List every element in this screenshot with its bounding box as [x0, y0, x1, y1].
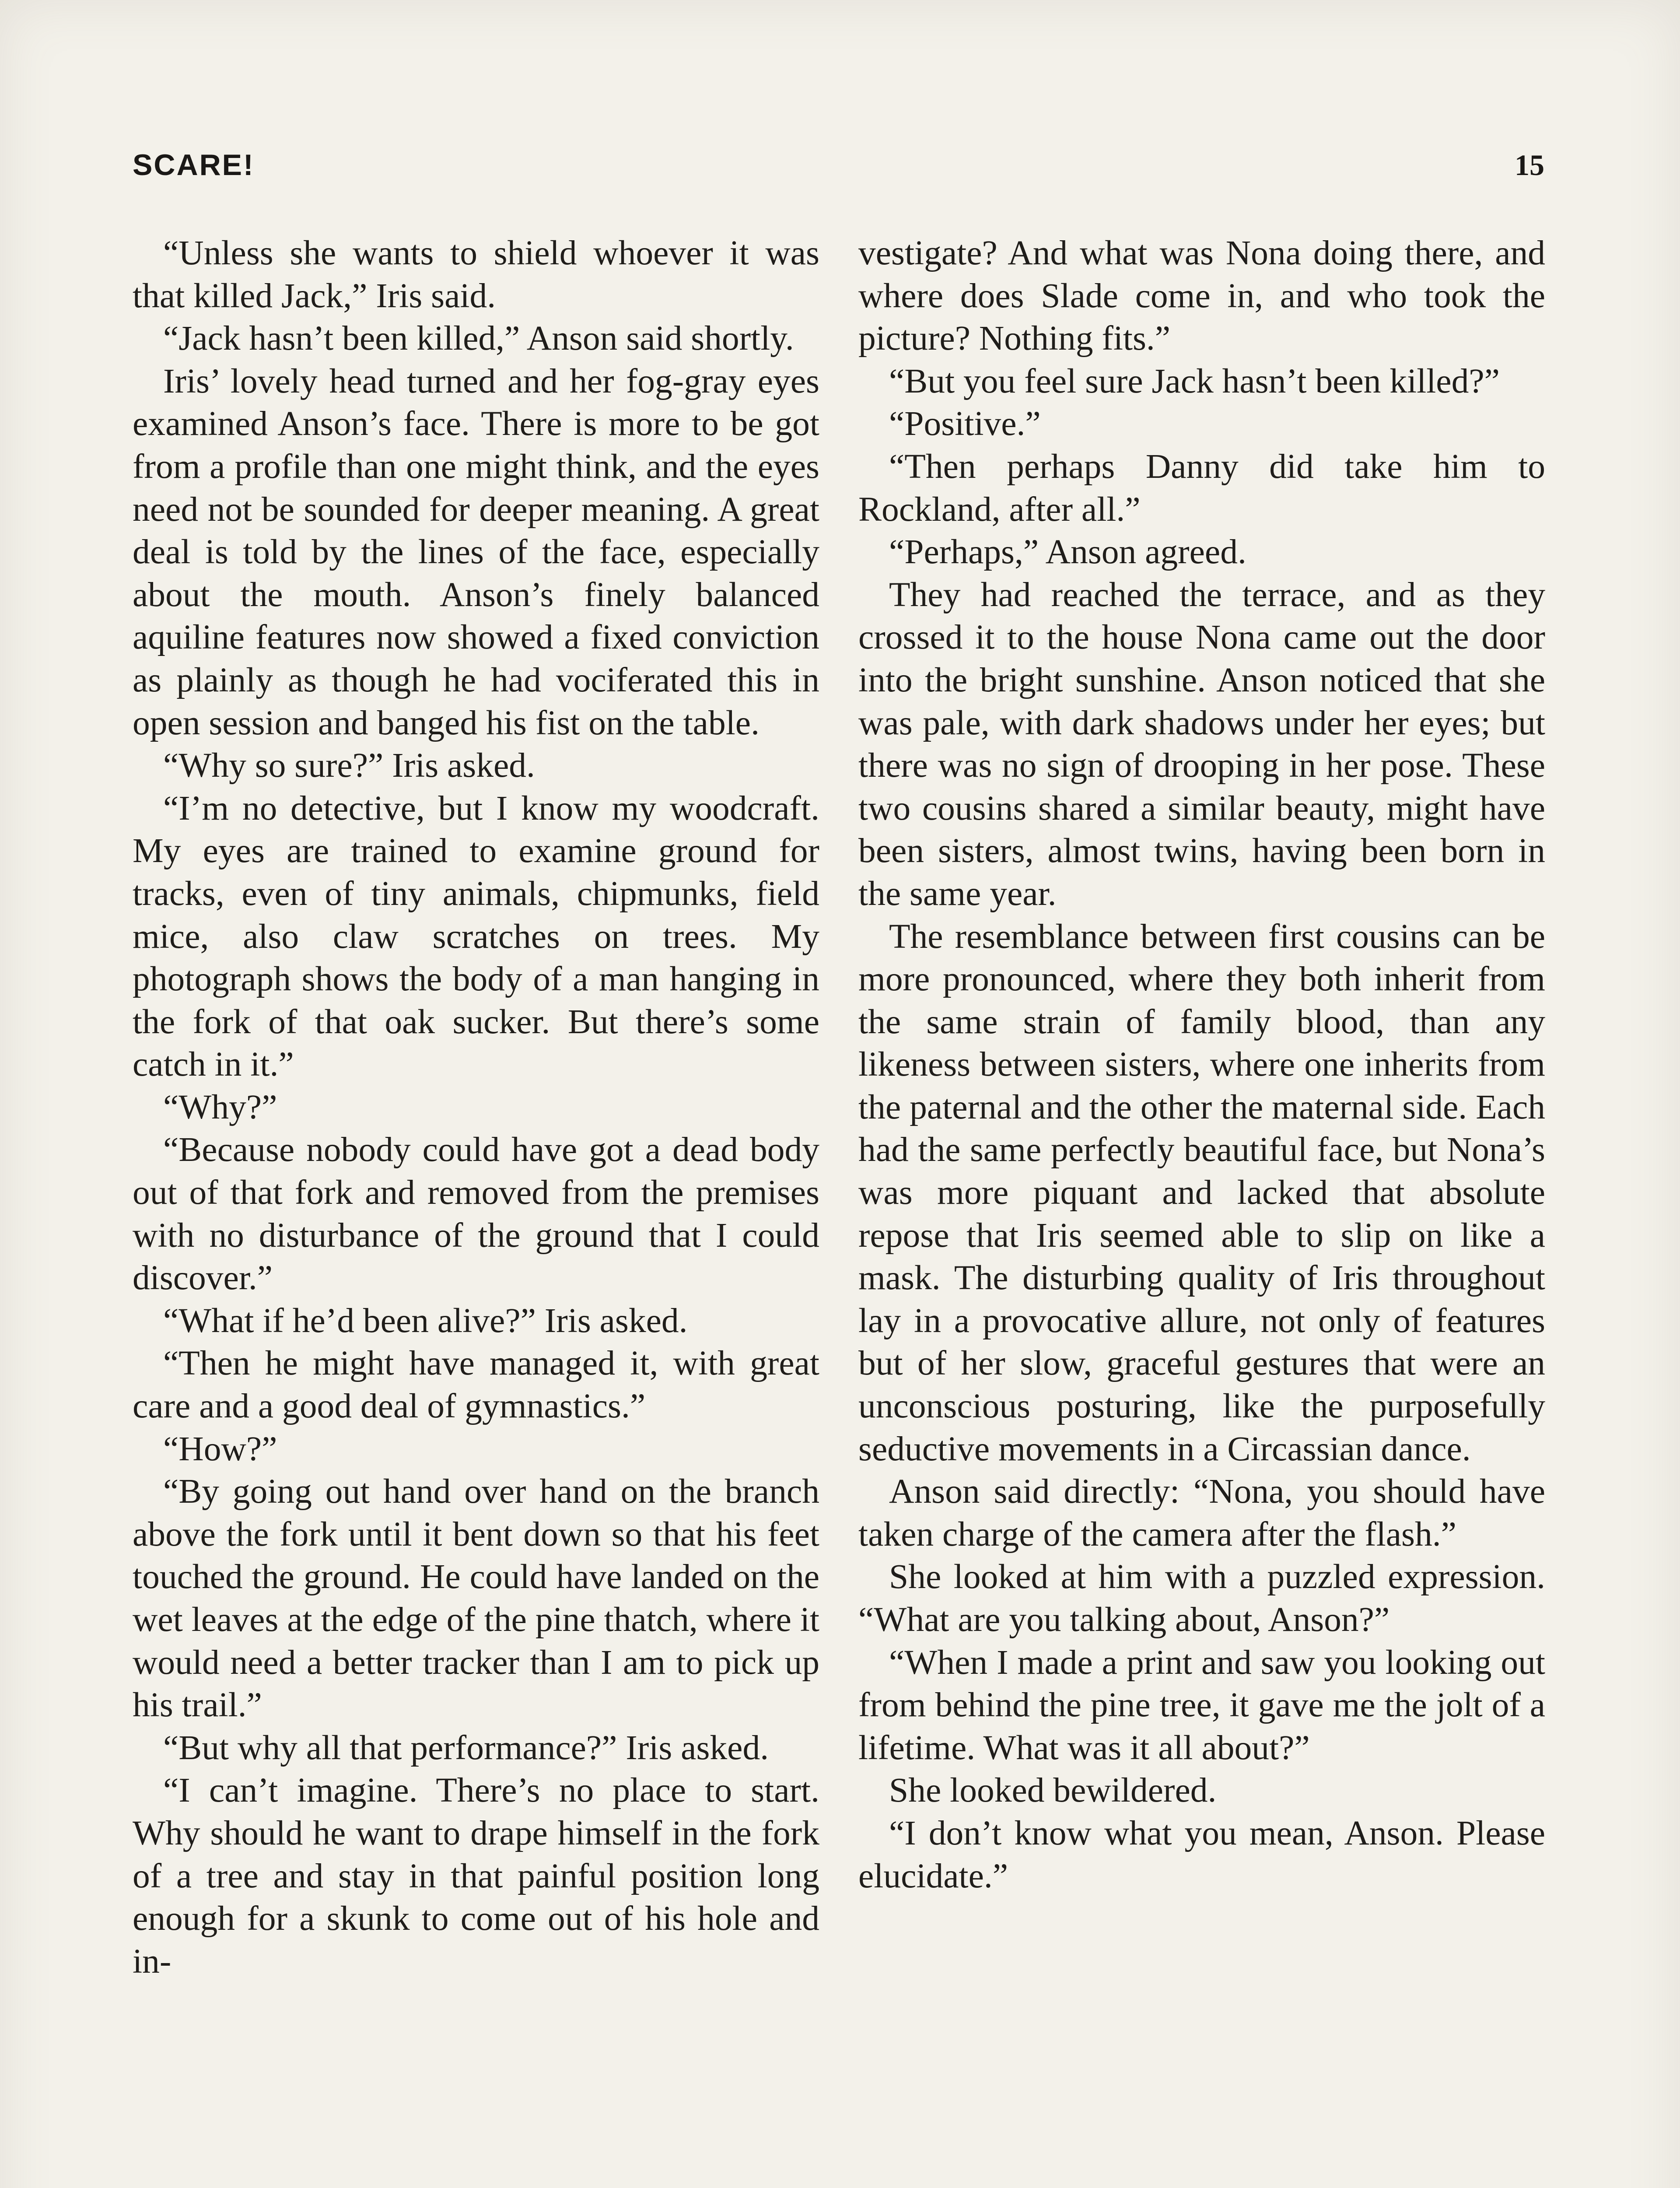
paragraph: “Why?”: [163, 1087, 277, 1126]
paragraph-continued: vestigate? And what was Nona doing there, and where does Slade come in, and who took the picture? Nothing fits.”: [858, 234, 1545, 358]
paragraph: Anson said directly: “Nona, you should have taken charge of the camera after the flash.”: [858, 1472, 1545, 1553]
paragraph: “Because nobody could have got a dead body out of that fork and removed from the premises with no disturbance of the ground that I could discover.”: [133, 1130, 819, 1297]
paragraph: Iris’ lovely head turned and her fog-gray eyes examined Anson’s face. There is more to be got from a profile than one might think, and the eyes need not be sounded for deeper meaning. A great deal is told by the lines of the face, especially about the mouth. Anson’s finely balanced aquiline features now showed a fixed conviction as plainly as though he had vociferated this in open session and banged his fist on the table.: [133, 361, 819, 742]
paragraph: “But why all that performance?” Iris asked.: [163, 1728, 769, 1767]
paragraph: “Then perhaps Danny did take him to Rockland, after all.”: [858, 447, 1545, 529]
paragraph: The resemblance between first cousins can be more pronounced, where they both inherit from the same strain of family blood, than any likeness between sisters, where one inherits from the paternal and the other the maternal side. Each had the same perfectly beautiful face, but Nona’s was more piquant and lacked that absolute repose that Iris seemed able to slip on like a mask. The disturbing quality of Iris throughout lay in a provocative allure, not only of features but of her slow, graceful gestures that were an unconscious posturing, like the purposefully seductive movements in a Circassian dance.: [858, 917, 1545, 1468]
paragraph: “I don’t know what you mean, Anson. Please elucidate.”: [858, 1813, 1545, 1895]
paragraph: “Positive.”: [889, 404, 1041, 443]
paragraph: “But you feel sure Jack hasn’t been killed?”: [889, 361, 1500, 400]
text-column-right: [858, 232, 1545, 1897]
paragraph: They had reached the terrace, and as they crossed it to the house Nona came out the door into the bright sunshine. Anson noticed that she was pale, with dark shadows under her eyes; but there was no sign of drooping in her pose. These two cousins shared a similar beauty, might have been sisters, almost twins, having been born in the same year.: [858, 575, 1545, 913]
paragraph: “Unless she wants to shield whoever it was that killed Jack,” Iris said.: [133, 234, 819, 315]
paragraph: “Perhaps,” Anson agreed.: [889, 533, 1246, 572]
paragraph: “What if he’d been alive?” Iris asked.: [163, 1301, 688, 1340]
paragraph: “How?”: [163, 1429, 277, 1468]
paragraph: “Why so sure?” Iris asked.: [163, 746, 535, 785]
paragraph: She looked bewildered.: [889, 1771, 1217, 1810]
running-title: SCARE!: [133, 148, 255, 182]
paragraph: “I’m no detective, but I know my woodcraft. My eyes are trained to examine ground for tracks, even of tiny animals, chipmunks, field mice, also claw scratches on trees. My photograph shows the body of a man hanging in the fork of that oak sucker. But there’s some catch in it.”: [133, 789, 819, 1084]
paragraph: “When I made a print and saw you looking out from behind the pine tree, it gave me the jolt of a lifetime. What was it all about?”: [858, 1643, 1545, 1767]
paragraph: “I can’t imagine. There’s no place to start. Why should he want to drape himself in the fork of a tree and stay in that painful position long enough for a skunk to come out of his hole and in-: [133, 1771, 819, 1981]
text-column-left: [133, 232, 819, 1983]
page-header: [133, 148, 1544, 192]
paragraph: “Then he might have managed it, with great care and a good deal of gymnastics.”: [133, 1344, 819, 1426]
page-number: 15: [1515, 148, 1544, 182]
paragraph: “Jack hasn’t been killed,” Anson said shortly.: [163, 319, 794, 358]
paragraph: She looked at him with a puzzled expression. “What are you talking about, Anson?”: [858, 1557, 1545, 1639]
paragraph: “By going out hand over hand on the branch above the fork until it bent down so that his feet touched the ground. He could have landed on the wet leaves at the edge of the pine thatch, where it would need a better tracker than I am to pick up his trail.”: [133, 1472, 819, 1725]
